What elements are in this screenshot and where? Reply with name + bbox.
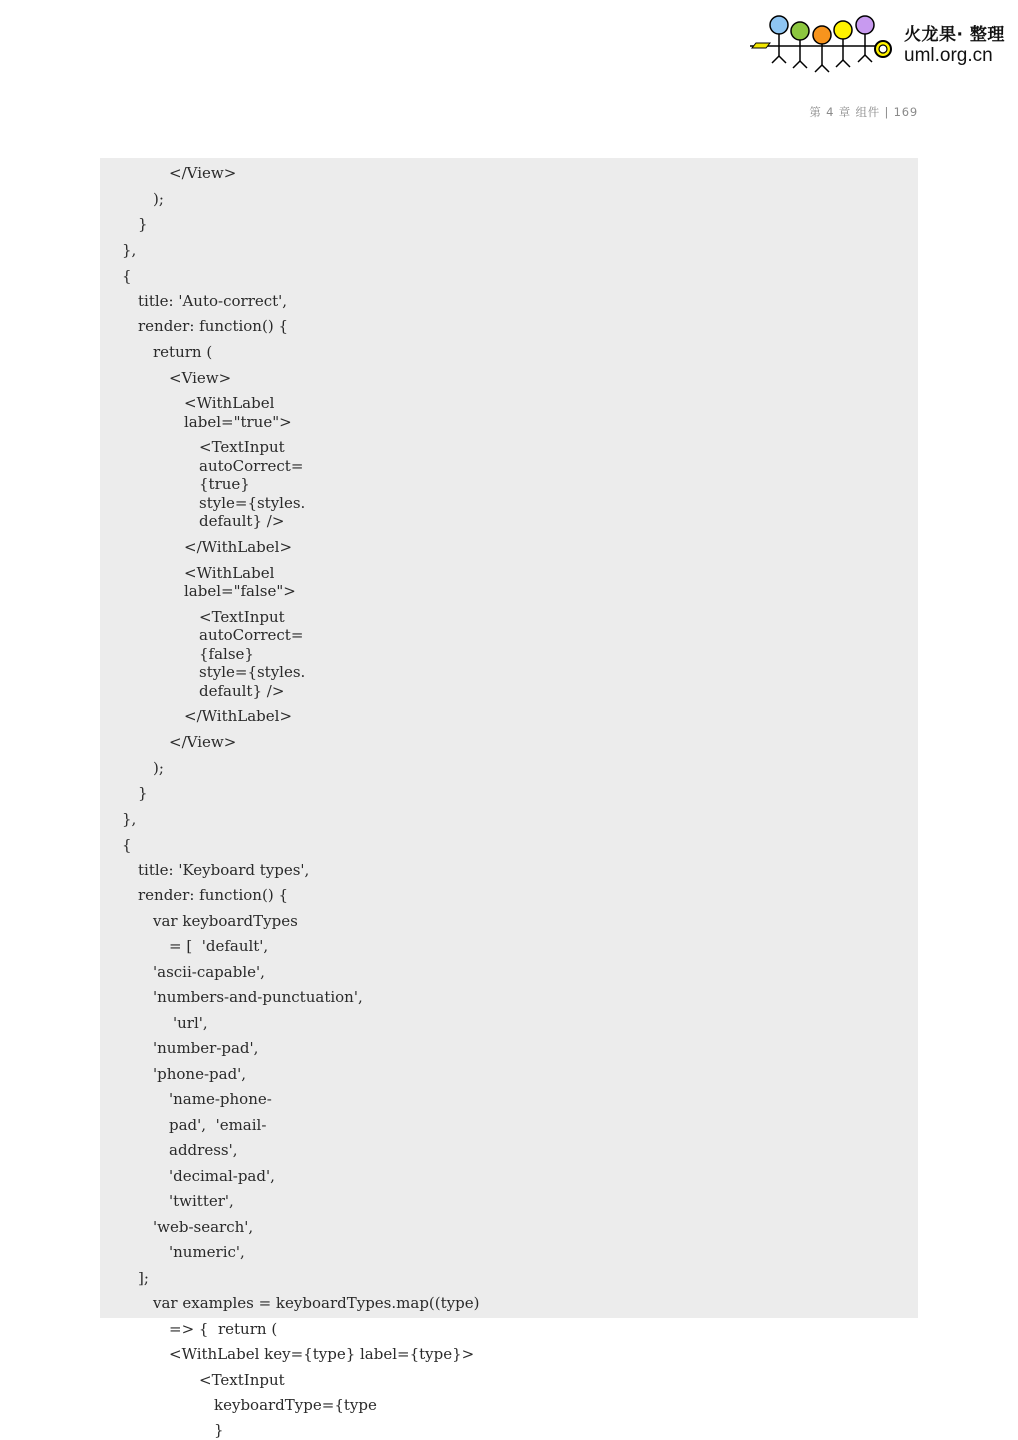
- code-line: pad', 'email-: [169, 1116, 267, 1134]
- code-line: label="false">: [184, 582, 296, 600]
- logo-text-cn: 火龙果· 整理: [904, 25, 1005, 45]
- code-line: style={styles.: [199, 494, 306, 512]
- code-line: <TextInput: [199, 1371, 285, 1389]
- code-line: }: [214, 1421, 224, 1439]
- code-line: );: [153, 759, 164, 777]
- code-line: address',: [169, 1141, 238, 1159]
- code-line: title: 'Keyboard types',: [138, 861, 310, 879]
- code-line: 'numeric',: [169, 1243, 245, 1261]
- code-line: <View>: [169, 369, 232, 387]
- code-line: 'twitter',: [169, 1192, 234, 1210]
- code-line: {false}: [199, 645, 254, 663]
- code-line: },: [122, 241, 137, 259]
- code-line: <TextInput: [199, 608, 285, 626]
- code-line: {true}: [199, 475, 250, 493]
- code-line: 'web-search',: [153, 1218, 254, 1236]
- code-line: 'decimal-pad',: [169, 1167, 275, 1185]
- code-line: return (: [153, 343, 213, 361]
- code-line: }: [138, 784, 148, 802]
- code-line: autoCorrect=: [199, 457, 304, 475]
- code-line: default} />: [199, 682, 285, 700]
- code-line: <TextInput: [199, 438, 285, 456]
- code-line: render: function() {: [138, 886, 288, 904]
- stick-figures-logo-icon: [748, 12, 898, 78]
- code-line: title: 'Auto-correct',: [138, 292, 288, 310]
- code-line: 'name-phone-: [169, 1090, 272, 1108]
- code-line: 'phone-pad',: [153, 1065, 247, 1083]
- code-line: 'ascii-capable',: [153, 963, 265, 981]
- code-line: }: [138, 215, 148, 233]
- code-line: render: function() {: [138, 317, 288, 335]
- code-line: },: [122, 810, 137, 828]
- code-line: <WithLabel key={type} label={type}>: [169, 1345, 475, 1363]
- running-head: 第 4 章 组件 | 169: [809, 105, 918, 119]
- code-line: 'url',: [173, 1014, 208, 1032]
- code-line: </WithLabel>: [184, 538, 293, 556]
- code-line: </WithLabel>: [184, 707, 293, 725]
- code-line: var examples = keyboardTypes.map((type): [153, 1294, 480, 1312]
- code-line: {: [122, 267, 132, 285]
- code-line: 'numbers-and-punctuation',: [153, 988, 363, 1006]
- code-line: <WithLabel: [184, 394, 275, 412]
- code-line: = [ 'default',: [169, 937, 269, 955]
- code-line: style={styles.: [199, 663, 306, 681]
- code-line: </View>: [169, 164, 237, 182]
- code-line: </View>: [169, 733, 237, 751]
- code-line: => { return (: [169, 1320, 278, 1338]
- code-line: var keyboardTypes: [153, 912, 298, 930]
- publisher-logo: [748, 12, 1018, 78]
- code-line: autoCorrect=: [199, 626, 304, 644]
- code-line: ];: [138, 1269, 149, 1287]
- code-line: {: [122, 836, 132, 854]
- code-line: keyboardType={type: [214, 1396, 377, 1414]
- code-line: 'number-pad',: [153, 1039, 259, 1057]
- logo-text-url: uml.org.cn: [904, 45, 993, 66]
- code-line: default} />: [199, 512, 285, 530]
- code-line: label="true">: [184, 413, 292, 431]
- code-line: );: [153, 190, 164, 208]
- code-line: <WithLabel: [184, 564, 275, 582]
